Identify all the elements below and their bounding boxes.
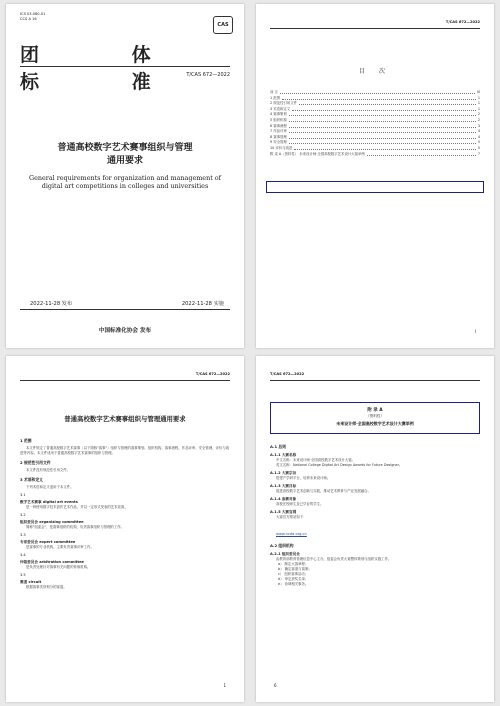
paragraph: 根据赛事类别划分的赛道。 <box>26 585 67 589</box>
english-title: General requirements for organization and management of digital art competitions in colleges and universities <box>28 174 222 191</box>
paragraph: 是负责处理针对赛事有关问题的仲裁机构。 <box>26 565 91 569</box>
clause-heading: A.2.1 组织委员会 <box>270 552 300 556</box>
section-heading: 2 规范性引用文件 <box>20 460 51 465</box>
toc-entry[interactable] <box>270 152 480 158</box>
clause-heading: A.1.4 参赛对象 <box>270 497 297 501</box>
publish-date: 2022-11-28 发布 <box>30 301 73 307</box>
section-heading: 3 术语和定义 <box>20 477 43 482</box>
paragraph: 由教育部教育管理信息中心主办，组委会负责大赛整体策划与组织实施工作。 <box>276 557 392 561</box>
chinese-title <box>20 142 230 168</box>
toc-entry-page: 4 <box>477 134 480 139</box>
toc-entry-text: 1 范围 <box>270 95 281 100</box>
toc-entry-page: 5 <box>477 140 480 145</box>
chinese-title-line1: 普通高校数字艺术赛事组织与管理 <box>57 143 193 153</box>
clause-heading: A.1.3 大赛目标 <box>270 484 297 488</box>
annex-list <box>270 562 480 587</box>
toc-entry-text: 9 安全管理 <box>270 140 287 145</box>
toc-list <box>270 90 480 157</box>
section-heading: A.1 总则 <box>270 444 287 449</box>
annex-label: 附 录 A <box>367 408 383 413</box>
term: 赛道 circuit <box>20 580 42 584</box>
classification-codes <box>20 12 45 22</box>
list-item: e） 协调相关事务。 <box>278 582 309 586</box>
toc-entry-text: 6 赛事流程 <box>270 123 287 128</box>
term-number: 3.5 <box>20 573 26 577</box>
toc-entry-page: 7 <box>477 151 480 156</box>
annex-heading-box <box>270 402 480 434</box>
page-number: 6 <box>274 683 277 688</box>
toc-leader-dots <box>280 90 475 94</box>
divider <box>270 380 480 381</box>
toc-entry-page: 5 <box>477 145 480 150</box>
clause-heading: A.1.5 大赛官网 <box>270 510 297 514</box>
body-page <box>6 356 244 702</box>
term: 数字艺术赛事 digital art events <box>20 500 78 504</box>
toc-entry-page: 2 <box>477 112 480 117</box>
standard-number: T/CAS 672—2022 <box>186 72 230 78</box>
annex-content <box>270 440 480 587</box>
term-number: 3.4 <box>20 553 26 557</box>
section-heading: A.2 组织机构 <box>270 543 294 548</box>
toc-entry-page: 1 <box>477 106 480 111</box>
divider <box>270 28 480 29</box>
term-number: 3.1 <box>20 493 26 497</box>
toc-leader-dots <box>289 129 476 133</box>
list-item: c） 组织赛事活动； <box>278 572 309 576</box>
toc-entry-text: 前 言 <box>270 90 278 94</box>
paragraph: 本文件规定了普通高校数字艺术赛事（以下简称"赛事"）组织与管理的赛事策划、组织机构、赛事流程、作品评审、安全管理、评价与改进等内容。本文件适用于普通高校数字艺术赛事的组织与管理。 <box>20 446 230 455</box>
toc-entry-text: 5 组织机构 <box>270 117 287 122</box>
toc-leader-dots <box>289 140 476 144</box>
annex-page <box>256 356 494 702</box>
group-standard-heading: 团 体 标 准 <box>20 44 194 93</box>
paragraph: 是赛事的专业机构，主要负责赛事评审工作。 <box>26 545 94 549</box>
clause-heading: A.1.2 大赛宗旨 <box>270 471 297 475</box>
toc-entry-text: 7 作品评审 <box>270 129 287 134</box>
toc-entry-page: 1 <box>477 101 480 106</box>
list-item: b） 确定赛道与赛制； <box>278 567 312 571</box>
toc-leader-dots <box>299 101 476 105</box>
toc-leader-dots <box>289 118 476 122</box>
cas-logo: CAS <box>213 16 233 34</box>
toc-leader-dots <box>289 112 476 116</box>
term: 专家委员会 expert committee <box>20 540 76 544</box>
ics-code: ICS 03.080.01 <box>20 12 46 16</box>
document-title: 普通高校数字艺术赛事组织与管理通用要求 <box>64 415 186 423</box>
implement-date: 2022-11-28 实施 <box>181 301 224 307</box>
paragraph: 大赛官方网站如下： <box>276 515 307 519</box>
divider <box>20 66 230 67</box>
page-header: T/CAS 672—2022 <box>445 20 480 24</box>
toc-entry-page: 3 <box>477 123 480 128</box>
section-heading: 1 范围 <box>20 438 32 443</box>
paragraph: 中文名称：未来设计师·全国高校数字艺术设计大赛。 <box>276 458 356 462</box>
website-link[interactable]: www.ncda.org.cn <box>276 532 307 536</box>
chinese-title-line2: 通用要求 <box>106 156 143 166</box>
paragraph: 下列术语和定义适用于本文件。 <box>26 485 74 489</box>
paragraph: 高校在校师生及已毕业的学生。 <box>276 502 324 506</box>
toc-entry-page: III <box>477 90 480 94</box>
toc-leader-dots <box>289 135 476 139</box>
toc-entry-text: 4 赛事策划 <box>270 112 287 117</box>
toc-entry-page: 4 <box>477 129 480 134</box>
toc-entry-text: 8 赛事管理 <box>270 134 287 139</box>
list-item: a） 制定大赛章程； <box>278 562 309 566</box>
term: 组织委员会 organizing committee <box>20 520 84 524</box>
issuer: 中国标准化协会 发布 <box>98 328 152 334</box>
toc-leader-dots <box>292 107 476 111</box>
term: 仲裁委员会 arbitration committee <box>20 560 84 564</box>
toc-page <box>256 4 494 348</box>
body-content <box>20 434 230 590</box>
toc-entry-text: 3 术语和定义 <box>270 106 291 111</box>
paragraph: 简称"组委会"，是赛事组织的机构，负责赛事组织与管理的工作。 <box>26 525 125 529</box>
page-number: I <box>474 329 476 334</box>
clause-heading: A.1.1 大赛名称 <box>270 453 297 457</box>
list-item: d） 审定获奖名单； <box>278 577 309 581</box>
paragraph: 促进高校数字艺术创新与实践，推动艺术教育与产业发展融合。 <box>276 489 371 493</box>
page-number: 1 <box>223 683 226 688</box>
toc-title: 目 次 <box>359 68 391 75</box>
term-number: 3.2 <box>20 513 26 517</box>
paragraph: 搭建产学研平台，培养未来设计师。 <box>276 476 331 480</box>
divider <box>20 380 230 381</box>
cover-page <box>6 4 244 348</box>
page-header: T/CAS 672—2022 <box>270 372 305 376</box>
toc-leader-dots <box>289 124 476 128</box>
paragraph: 是一种使用数字技术创作艺术作品，并以一定形式发表的艺术竞赛。 <box>26 505 128 509</box>
toc-entry-text: 附 录 A（资料性） 未来设计师·全国高校数字艺术设计大赛举例 <box>270 151 365 156</box>
paragraph: 本文件没有规范性引用文件。 <box>26 468 71 472</box>
term-number: 3.3 <box>20 533 26 537</box>
paragraph: 英文名称：National College Digital Art Design Awards for Future Designer。 <box>276 463 403 467</box>
toc-highlight-box <box>266 181 484 193</box>
page-header: T/CAS 672—2022 <box>195 372 230 376</box>
toc-entry-page: 1 <box>477 95 480 100</box>
toc-leader-dots <box>294 146 475 150</box>
toc-entry-text: 2 规范性引用文件 <box>270 101 297 106</box>
annex-title: 未来设计师·全国高校数字艺术设计大赛举例 <box>336 421 414 426</box>
toc-entry-text: 10 评价与改进 <box>270 145 293 150</box>
toc-leader-dots <box>282 96 476 100</box>
divider <box>20 309 230 310</box>
annex-type: （资料性） <box>366 414 384 418</box>
toc-leader-dots <box>367 152 476 156</box>
toc-entry-page: 2 <box>477 117 480 122</box>
ccs-code: CCS A 16 <box>20 17 37 21</box>
